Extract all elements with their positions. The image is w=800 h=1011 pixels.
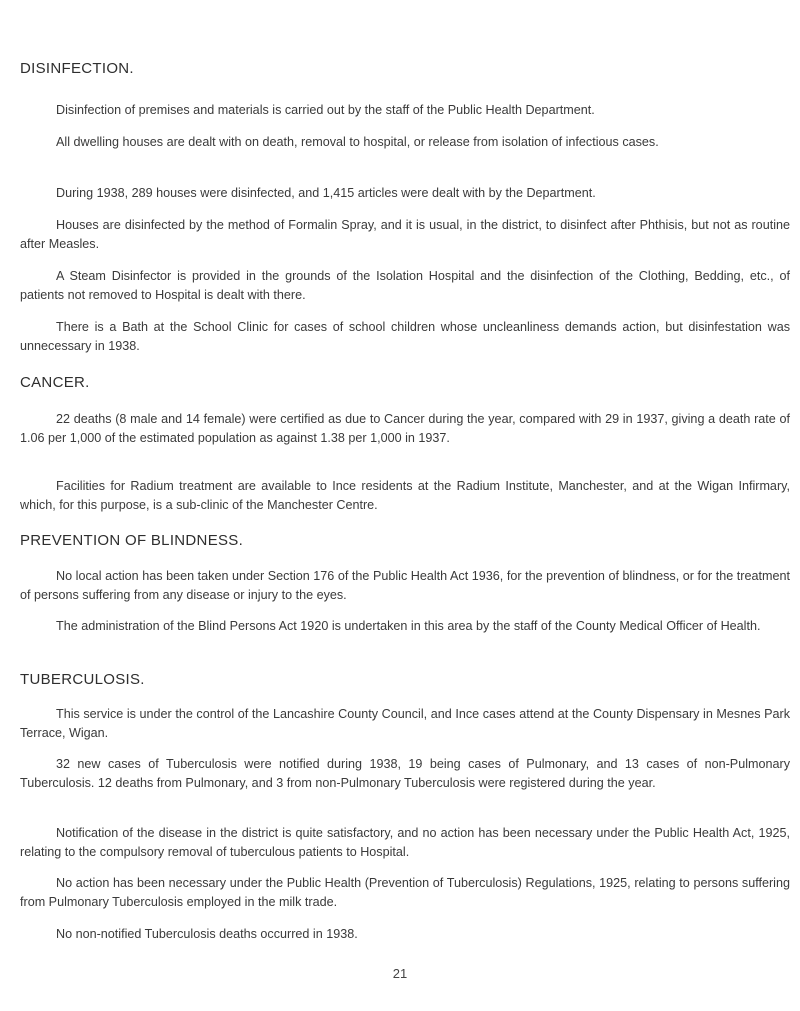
section-heading-prevention-of-blindness: PREVENTION OF BLINDNESS. [20,532,244,549]
section-heading-tuberculosis: TUBERCULOSIS. [20,671,145,688]
paragraph: There is a Bath at the School Clinic for cases of school children whose uncleanliness demands action, but disinfestation was unnecessary in 1938. [20,320,790,353]
paragraph: No non-notified Tuberculosis deaths occurred in 1938. [56,927,358,941]
paragraph: Notification of the disease in the district is quite satisfactory, and no action has been necessary under the Public Health Act, 1925, relating to the compulsory removal of tuberculous patients to Hospital. [20,826,790,859]
paragraph: This service is under the control of the Lancashire County Council, and Ince cases attend at the County Dispensary in Mesnes Park Terrace, Wigan. [20,707,790,740]
paragraph: All dwelling houses are dealt with on death, removal to hospital, or release from isolation of infectious cases. [56,135,659,149]
paragraph: Facilities for Radium treatment are available to Ince residents at the Radium Institute, Manchester, and at the Wigan Infirmary, which, for this purpose, is a sub-clinic of the Manchester Centre. [20,479,790,512]
paragraph: No action has been necessary under the Public Health (Prevention of Tuberculosis) Regulations, 1925, relating to persons suffering from Pulmonary Tuberculosis employed in the milk trade. [20,876,790,909]
paragraph: The administration of the Blind Persons Act 1920 is undertaken in this area by the staff of the County Medical Officer of Health. [56,619,761,633]
paragraph: No local action has been taken under Section 176 of the Public Health Act 1936, for the prevention of blindness, or for the treatment of persons suffering from any disease or injury to the eyes. [20,569,790,602]
paragraph: Houses are disinfected by the method of Formalin Spray, and it is usual, in the district, to disinfect after Phthisis, but not as routine after Measles. [20,218,790,251]
section-heading-cancer: CANCER. [20,374,90,391]
paragraph: Disinfection of premises and materials is carried out by the staff of the Public Health Department. [56,103,595,117]
paragraph: 32 new cases of Tuberculosis were notified during 1938, 19 being cases of Pulmonary, and 13 cases of non-Pulmonary Tuberculosis. 12 deaths from Pulmonary, and 3 from non-Pulmonary Tuberculosis were registered during the year. [20,757,790,790]
paragraph: A Steam Disinfector is provided in the grounds of the Isolation Hospital and the disinfection of the Clothing, Bedding, etc., of patients not removed to Hospital is dealt with there. [20,269,790,302]
page-number: 21 [392,966,408,981]
paragraph: 22 deaths (8 male and 14 female) were certified as due to Cancer during the year, compared with 29 in 1937, giving a death rate of 1.06 per 1,000 of the estimated population as against 1.38 per 1,000 in 1937. [20,412,790,445]
paragraph: During 1938, 289 houses were disinfected, and 1,415 articles were dealt with by the Department. [56,186,596,200]
section-heading-disinfection: DISINFECTION. [20,60,134,77]
